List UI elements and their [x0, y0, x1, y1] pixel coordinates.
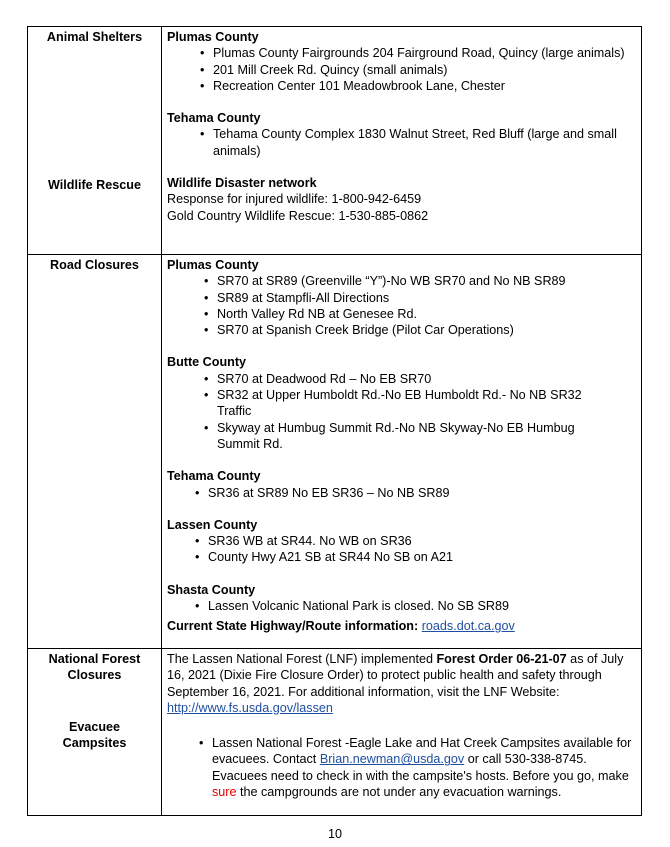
row-label: National Forest Closures — [48, 652, 141, 683]
list-item: • SR70 at Spanish Creek Bridge (Pilot Car Operations) — [217, 322, 637, 338]
list-item: • Recreation Center 101 Meadowbrook Lane, Chester — [213, 78, 637, 94]
bullet-list — [167, 371, 637, 452]
table-row — [28, 649, 642, 816]
list-item: • SR32 at Upper Humboldt Rd.-No EB Humboldt Rd.- No NB SR32 Traffic — [217, 387, 637, 420]
list-item: • SR36 WB at SR44. No WB on SR36 — [208, 533, 637, 549]
bullet-list — [167, 598, 637, 614]
table-row — [28, 255, 642, 649]
bullet-list — [167, 735, 637, 800]
list-item: • North Valley Rd NB at Genesee Rd. — [217, 306, 637, 322]
list-item: • SR36 at SR89 No EB SR36 – No NB SR89 — [208, 485, 637, 501]
bullet-list — [167, 273, 637, 338]
list-item: • Plumas County Fairgrounds 204 Fairground Road, Quincy (large animals) — [213, 45, 637, 61]
list-item: • Lassen National Forest -Eagle Lake and Hat Creek Campsites available for evacuees. Contact Brian.newman@usda.gov or call 530-338-8745. Evacuees need to check in with the campsite's hosts. Before you go, make sure the campgrounds are not under any evacuation warnings. — [212, 735, 637, 800]
bullet-list — [167, 485, 637, 501]
bullet-list — [167, 45, 637, 94]
emphasis-word: sure — [212, 785, 237, 800]
section-heading: Wildlife Disaster network — [167, 176, 317, 191]
text-line: Gold Country Wildlife Rescue: 1-530-885-0862 — [167, 208, 429, 223]
route-info-line — [167, 618, 637, 634]
row-content-cell — [162, 27, 642, 255]
forest-order-paragraph: The Lassen National Forest (LNF) implemented Forest Order 06-21-07 as of July 16, 2021 (Dixie Fire Closure Order) to protect public health and safety through September 16, 2021. For additional information, visit the LNF Website: http://www.fs.usda.gov/lassen — [167, 652, 624, 715]
text-line: Response for injured wildlife: 1-800-942-6459 — [167, 192, 422, 207]
page-number: 10 — [327, 827, 342, 841]
list-item: • County Hwy A21 SB at SR44 No SB on A21 — [208, 549, 637, 565]
section-heading: Butte County — [167, 355, 247, 370]
list-item: • Skyway at Humbug Summit Rd.-No NB Skyway-No EB Humbug Summit Rd. — [217, 420, 637, 453]
section-heading: Tehama County — [167, 111, 261, 126]
contact-email-link[interactable]: Brian.newman@usda.gov — [319, 752, 465, 767]
roads-dot-link[interactable]: roads.dot.ca.gov — [421, 619, 515, 634]
section-heading: Tehama County — [167, 469, 261, 484]
list-item: • Tehama County Complex 1830 Walnut Street, Red Bluff (large and small animals) — [213, 126, 637, 159]
list-item: • SR70 at Deadwood Rd – No EB SR70 — [217, 371, 637, 387]
row-label: Evacuee Campsites — [62, 719, 127, 750]
row-content-cell — [162, 649, 642, 816]
section-heading: Lassen County — [167, 517, 258, 532]
forest-order-number: Forest Order 06-21-07 — [436, 652, 567, 666]
section-heading: Plumas County — [167, 30, 259, 44]
row-label: Animal Shelters — [46, 30, 143, 44]
row-label-cell — [28, 649, 162, 816]
row-content-cell — [162, 255, 642, 649]
route-info-label: Current State Highway/Route information: — [167, 619, 419, 634]
row-label-cell — [28, 27, 162, 255]
row-label: Wildlife Rescue — [48, 178, 141, 193]
list-item: • 201 Mill Creek Rd. Quincy (small animals) — [213, 62, 637, 78]
list-item: • SR70 at SR89 (Greenville “Y”)-No WB SR70 and No NB SR89 — [217, 273, 637, 289]
info-table — [27, 26, 642, 816]
bullet-list — [167, 533, 637, 566]
list-item: • Lassen Volcanic National Park is closed. No SB SR89 — [208, 598, 637, 614]
section-heading: Plumas County — [167, 258, 259, 272]
list-item: • SR89 at Stampfli-All Directions — [217, 290, 637, 306]
bullet-list — [167, 126, 637, 159]
lnf-website-link[interactable]: http://www.fs.usda.gov/lassen — [167, 700, 333, 715]
section-heading: Shasta County — [167, 582, 256, 597]
row-label-cell — [28, 255, 162, 649]
table-row — [28, 27, 642, 255]
row-label: Road Closures — [50, 258, 139, 272]
